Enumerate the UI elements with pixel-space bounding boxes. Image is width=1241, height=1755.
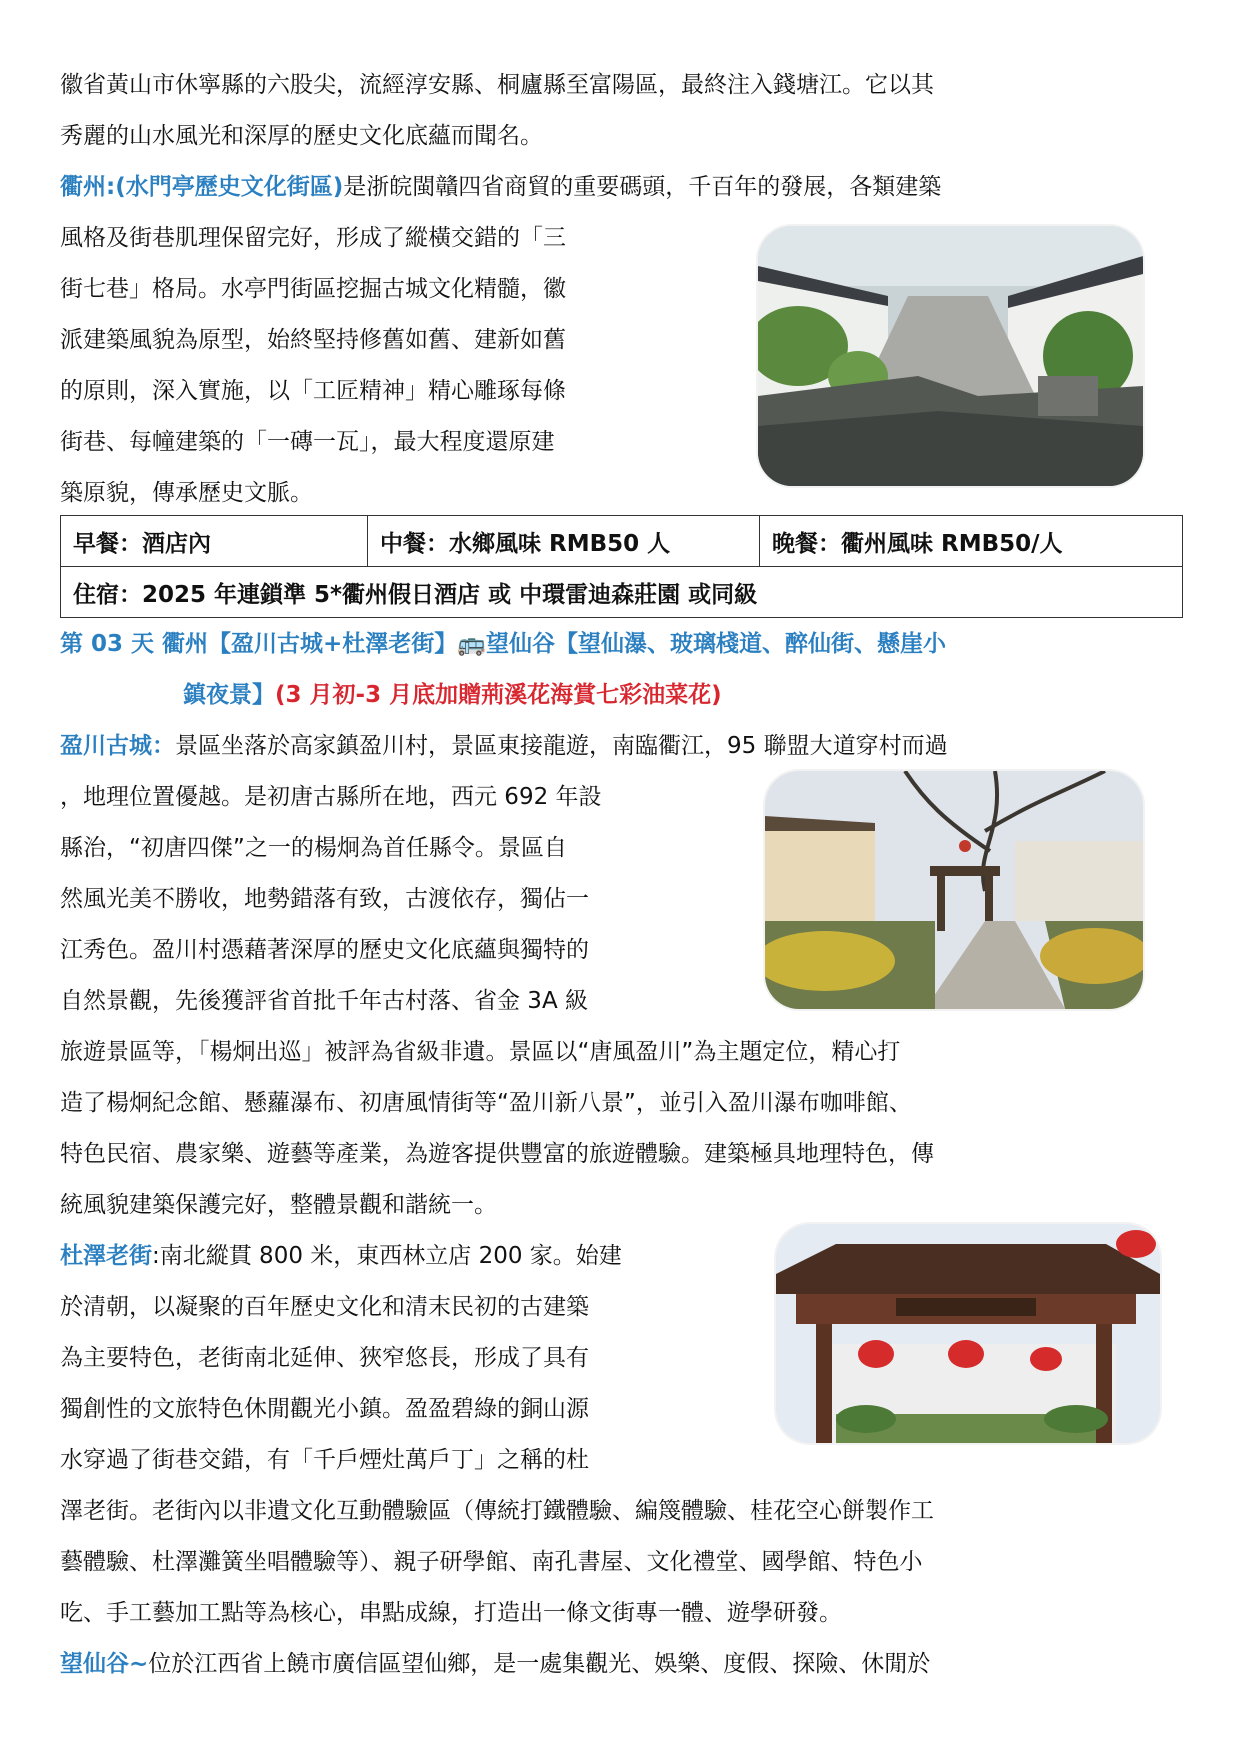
yingchuan-line: ，地理位置優越。是初唐古縣所在地，西元 692 年設 [60,784,602,810]
wangxian-heading-line [60,1639,930,1690]
yingchuan-line: 旅遊景區等，「楊炯出巡」被評為省級非遺。景區以“唐風盈川”為主題定位，精心打 [60,1039,901,1065]
yingchuan-line: 統風貌建築保護完好，整體景觀和諧統一。 [60,1192,497,1218]
duze-line: 澤老街。老街內以非遺文化互動體驗區（傳統打鐵體驗、編篾體驗、桂花空心餅製作工 [60,1498,934,1524]
quzhou-line: 築原貌，傳承歷史文脈。 [60,480,313,506]
intro-line-2: 秀麗的山水風光和深厚的歷史文化底蘊而聞名。 [60,123,543,149]
meals-table [60,515,1183,618]
quzhou-title: 衢州:(水門亭歷史文化街區) [60,174,344,200]
yingchuan-gate-photo [765,771,1143,1009]
duze-line: 為主要特色，老街南北延伸、狹窄悠長，形成了具有 [60,1345,589,1371]
yingchuan-line: 特色民宿、農家樂、遊藝等產業，為遊客提供豐富的旅遊體驗。建築極具地理特色，傳 [60,1141,934,1167]
breakfast-cell: 早餐：酒店內 [61,516,368,567]
yingchuan-line-1: 景區坐落於高家鎮盈川村，景區東接龍遊，南臨衢江，95 聯盟大道穿村而過 [175,733,948,759]
duze-line: 於清朝，以凝聚的百年歷史文化和清末民初的古建築 [60,1294,589,1320]
duze-line: 藝體驗、杜澤灘簧坐唱體驗等）、親子研學館、南孔書屋、文化禮堂、國學館、特色小 [60,1549,923,1575]
yingchuan-title: 盈川古城： [60,733,175,759]
quzhou-line: 的原則，深入實施，以「工匠精神」精心雕琢每條 [60,378,566,404]
lunch-cell: 中餐：水鄉風味 RMB50 人 [368,516,760,567]
yingchuan-line: 自然景觀，先後獲評省首批千年古村落、省金 3A 級 [60,988,588,1014]
day3-line-1: 第 03 天 衢州【盈川古城+杜澤老街】🚌望仙谷【望仙瀑、玻璃棧道、醉仙街、懸崖小 [60,631,946,657]
quzhou-line: 風格及街巷肌理保留完好，形成了縱橫交錯的「三 [60,225,566,251]
yingchuan-line: 縣治，“初唐四傑”之一的楊炯為首任縣令。景區自 [60,835,567,861]
intro-line-1: 徽省黃山市休寧縣的六股尖，流經淳安縣、桐廬縣至富陽區，最終注入錢塘江。它以其 [60,72,934,98]
yingchuan-line: 造了楊炯紀念館、懸蘿瀑布、初唐風情街等“盈川新八景”，並引入盈川瀑布咖啡館、 [60,1090,912,1116]
hotel-cell: 住宿：2025 年連鎖準 5*衢州假日酒店 或 中環雷迪森莊園 或同級 [61,567,1183,618]
wangxian-title: 望仙谷~ [60,1651,149,1677]
day3-heading [60,619,946,721]
day3-line-2 [60,670,946,721]
duze-archway-photo [776,1224,1160,1443]
yingchuan-line: 江秀色。盈川村憑藉著深厚的歷史文化底蘊與獨特的 [60,937,589,963]
duze-line: 吃、手工藝加工點等為核心，串點成線，打造出一條文街專一體、遊學研發。 [60,1600,842,1626]
quzhou-line-1: 是浙皖閩贛四省商貿的重要碼頭，千百年的發展，各類建築 [343,174,942,200]
quzhou-line: 派建築風貌為原型，始終堅持修舊如舊、建新如舊 [60,327,566,353]
quzhou-heading-line [60,162,941,213]
quzhou-line: 街巷、每幢建築的「一磚一瓦」，最大程度還原建 [60,429,555,455]
duze-line: 水穿過了街巷交錯，有「千戶煙灶萬戶丁」之稱的杜 [60,1447,589,1473]
duze-title: 杜澤老街 [60,1243,152,1269]
duze-line-1: :南北縱貫 800 米，東西林立店 200 家。始建 [152,1243,622,1269]
yingchuan-heading-line [60,721,948,772]
day3-line-2-text: 鎮夜景】 [183,682,275,708]
quzhou-street-photo [758,226,1143,486]
dinner-cell: 晚餐：衢州風味 RMB50/人 [760,516,1183,567]
wangxian-line-1: 位於江西省上饒市廣信區望仙鄉，是一處集觀光、娛樂、度假、探險、休閒於 [148,1651,931,1677]
quzhou-line: 街七巷」格局。水亭門街區挖掘古城文化精髓，徽 [60,276,566,302]
duze-line: 獨創性的文旅特色休閒觀光小鎮。盈盈碧綠的銅山源 [60,1396,589,1422]
yingchuan-line: 然風光美不勝收，地勢錯落有致，古渡依存，獨佔一 [60,886,589,912]
duze-heading-line [60,1231,622,1282]
day3-red-note: (3 月初-3 月底加贈荊溪花海賞七彩油菜花) [275,682,722,708]
